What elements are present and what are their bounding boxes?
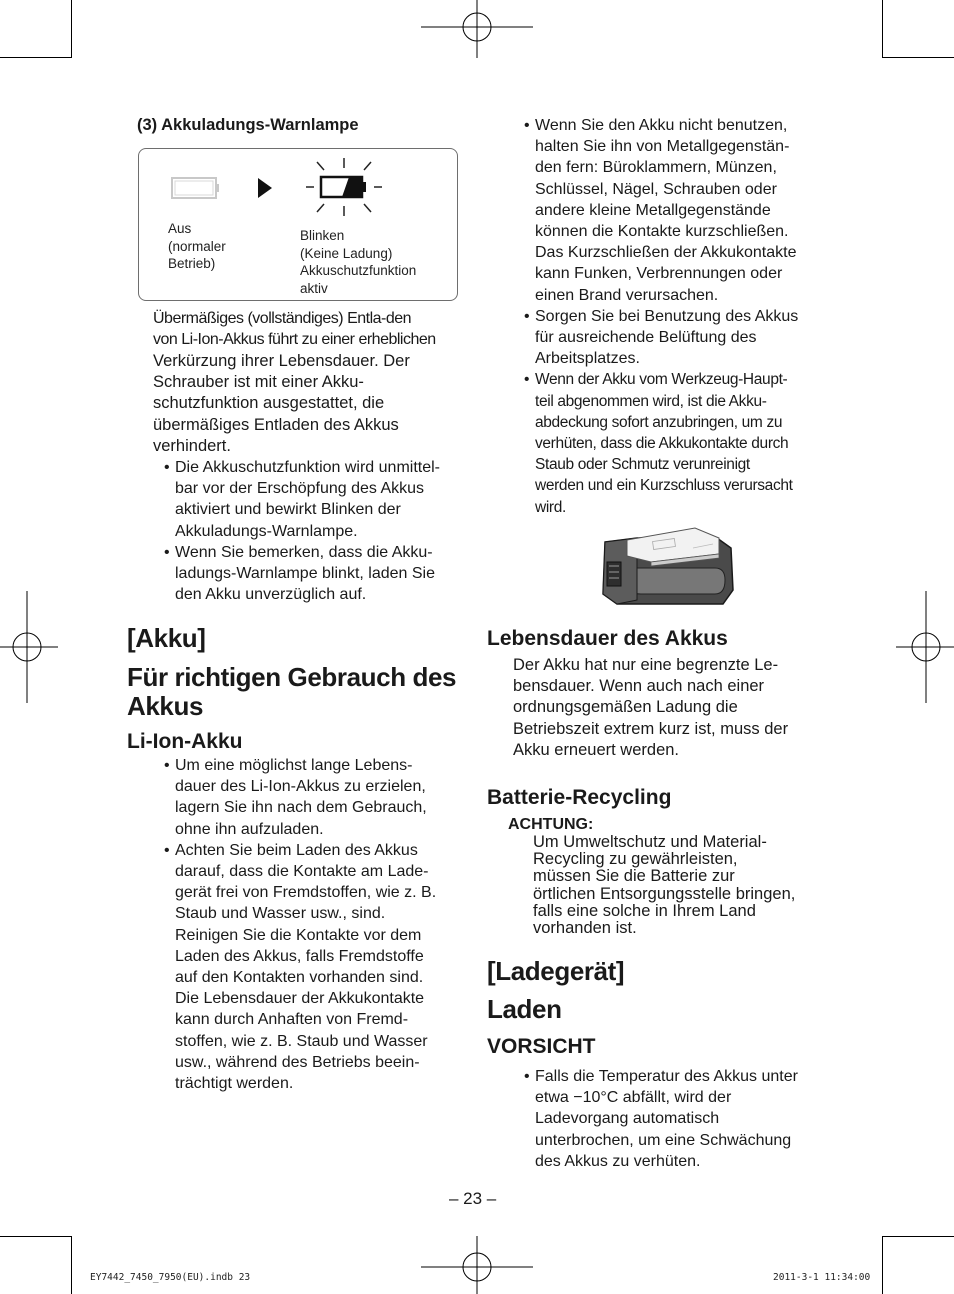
akku-heading: [Akku] [127, 623, 206, 653]
ladegeraet-heading: [Ladegerät] [487, 956, 625, 986]
list-item: • Wenn Sie bemerken, dass die Akku- ladungs-Warnlampe blinkt, laden Sie den Akku unverzüglich auf. [164, 542, 474, 606]
warnlampe-diagram: Aus (normaler Betrieb) Blinken (Keine Ladung) Akkuschutzfunktion aktiv [138, 148, 458, 301]
warnlampe-bullet-list [164, 457, 474, 605]
registration-mark-left [0, 591, 58, 703]
battery-blinking-icon [304, 157, 384, 217]
list-item: • Wenn Sie den Akku nicht benutzen, halten Sie ihn von Metallgegenstän- den fern: Büroklammern, Münzen, Schlüssel, Nägel, Schrauben oder andere kleine Metallgegenstände können die Kontakte kurzschließen. Das Kurzschließen der Akkukontakte kann Funken, Verbrennungen oder einen Brand verursachen. [524, 115, 839, 306]
lebensdauer-heading: Lebensdauer des Akkus [487, 627, 728, 650]
laden-heading: Laden [487, 994, 562, 1024]
battery-empty-icon [171, 175, 221, 201]
list-item: • Sorgen Sie bei Benutzung des Akkus für ausreichende Belüftung des Arbeitsplatzes. [524, 306, 839, 370]
vorsicht-heading: VORSICHT [487, 1035, 596, 1058]
warnlampe-paragraph: Verkürzung ihrer Lebensdauer. Der Schrauber ist mit einer Akku- schutzfunktion ausgestattet, die übermäßiges Entladen des Akkus verhindert. [153, 352, 410, 455]
list-item: • Um eine möglichst lange Lebens- dauer des Li-Ion-Akkus zu erzielen, lagern Sie ihn nach dem Gebrauch, ohne ihn aufzuladen. [164, 755, 474, 840]
battery-pack-image [597, 524, 737, 608]
registration-mark-right [896, 591, 954, 703]
footer-file-info: EY7442_7450_7950(EU).indb 23 [90, 1272, 251, 1283]
akku-storage-bullet-list [524, 115, 839, 518]
vorsicht-bullet-list [524, 1066, 839, 1172]
page-number: – 23 – [449, 1189, 497, 1208]
list-item: • Die Akkuschutzfunktion wird unmittel- bar vor der Erschöpfung des Akkus aktiviert und bewirkt Blinken der Akkuladungs-Warnlampe. [164, 457, 474, 542]
footer-timestamp: 2011-3-1 11:34:00 [773, 1272, 871, 1283]
list-item: • Falls die Temperatur des Akkus unter etwa −10°C abfällt, wird der Ladevorgang automatisch unterbrochen, um eine Schwächung des Akkus zu verhüten. [524, 1066, 839, 1172]
achtung-label: ACHTUNG: [508, 816, 594, 833]
registration-mark-bottom [421, 1236, 533, 1294]
registration-mark-top [421, 0, 533, 58]
warnlampe-intro-paragraph: Übermäßiges (vollständiges) Entla-den von Li-Ion-Akkus führt zu einer erheblichen [153, 310, 436, 349]
lebensdauer-paragraph: Der Akku hat nur eine begrenzte Le- bensdauer. Wenn auch nach einer ordnungsgemäßen Ladung die Betriebszeit extrem kurz ist, muss der Akku erneuert werden. [513, 656, 789, 759]
li-ion-bullet-list [164, 755, 474, 1094]
li-ion-heading: Li-Ion-Akku [127, 730, 243, 753]
achtung-paragraph: Um Umweltschutz und Material- Recycling zu gewährleisten, müssen Sie die Batterie zur örtlichen Entsorgungsstelle bringen, falls eine solche in Ihrem Land vorhanden ist. [533, 833, 796, 938]
list-item: • Wenn der Akku vom Werkzeug-Haupt- teil abgenommen wird, ist die Akku- abdeckung sofort anzubringen, um zu verhüten, dass die Akkukontakte durch Staub oder Schmutz verunreinigt werden und ein Kurzschluss verursacht wird. [524, 369, 839, 517]
arrow-right-icon [257, 177, 273, 199]
gebrauch-heading: Für richtigen Gebrauch des Akkus [127, 662, 457, 721]
list-item: • Achten Sie beim Laden des Akkus darauf, dass die Kontakte am Lade- gerät frei von Fremdstoffen, wie z. B. Staub und Wasser usw., sind. Reinigen Sie die Kontakte vor dem Laden des Akkus, falls Fremdstoffe auf den Kontakten vorhanden sind. Die Lebensdauer der Akkukontakte kann durch Anhaften von Fremd- stoffen, wie z. B. Staub und Wasser usw., während des Betriebs beein- trächtigt werden. [164, 840, 474, 1094]
recycling-heading: Batterie-Recycling [487, 786, 672, 809]
section-label-warnlampe: (3) Akkuladungs-Warnlampe [137, 116, 359, 134]
